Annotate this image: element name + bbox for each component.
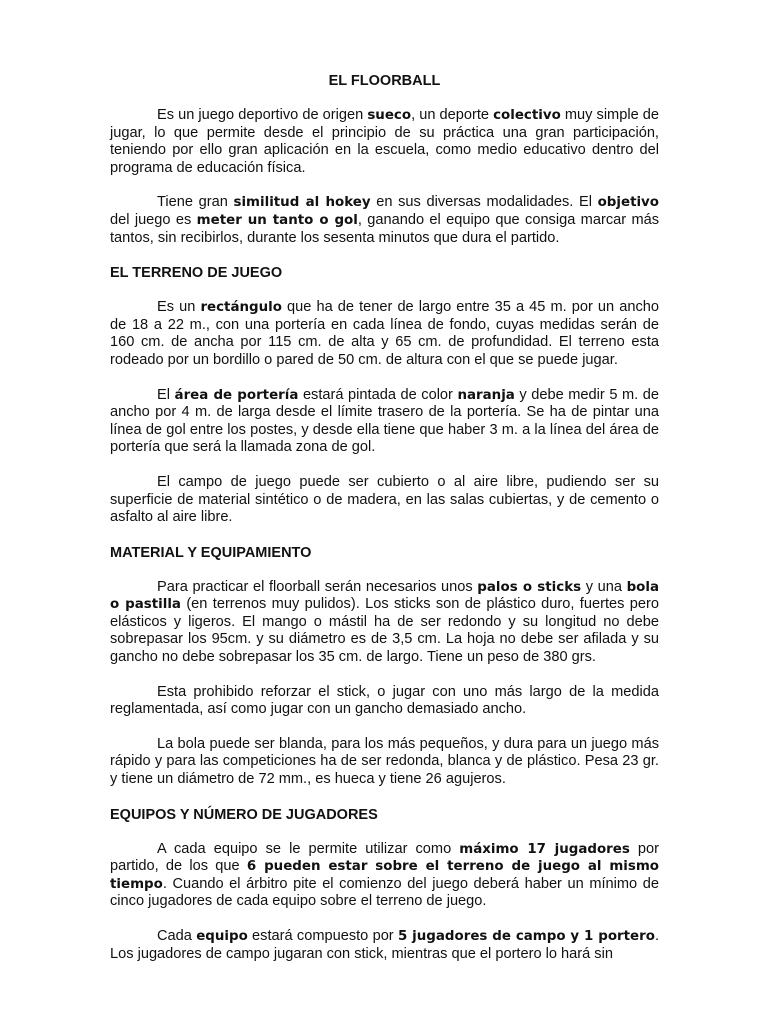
paragraph: Esta prohibido reforzar el stick, o jugar con uno más largo de la medida reglamentada, así como jugar con un gancho demasiado ancho. [110,683,659,718]
bold-text: área de portería [174,387,299,403]
bold-text: máximo 17 jugadores [459,841,630,857]
paragraph: Es un juego deportivo de origen sueco, un deporte colectivo muy simple de jugar, lo que permite desde el principio de su práctica una gran participación, teniendo por ello gran aplicación en la escuela, como medio educativo dentro del programa de educación física. [110,107,660,176]
document-section [110,544,659,789]
bold-text: naranja [457,387,515,403]
document-section [110,806,659,964]
document-section [110,107,659,247]
bold-text: objetivo [597,195,659,211]
document-section [110,264,659,527]
bold-text: colectivo [493,108,561,123]
bold-text: similitud al hokey [233,195,371,211]
paragraph: El área de portería estará pintada de color naranja y debe medir 5 m. de ancho por 4 m. de larga desde el límite trasero de la portería. Se ha de pintar una línea de gol entre los postes, y desde ella tiene que haber 3 m. a la línea del área de portería que será la llamada zona de gol. [110,386,659,456]
paragraph: El campo de juego puede ser cubierto o al aire libre, pudiendo ser su superficie de material sintético o de madera, en las salas cubiertas, y de cemento o asfalto al aire libre. [110,473,659,526]
paragraph: La bola puede ser blanda, para los más pequeños, y dura para un juego más rápido y para las competiciones ha de ser redonda, blanca y de plástico. Pesa 23 gr. y tiene un diámetro de 72 mm., es hueca y tiene 26 agujeros. [110,735,659,788]
paragraph: Cada equipo estará compuesto por 5 jugadores de campo y 1 portero. Los jugadores de campo jugaran con stick, mientras que el portero lo hará sin [110,928,660,962]
bold-text: sueco [367,108,412,123]
section-heading: MATERIAL Y EQUIPAMIENTO [110,544,312,561]
paragraph: Es un rectángulo que ha de tener de largo entre 35 a 45 m. por un ancho de 18 a 22 m., con una portería en cada línea de fondo, cuyas medidas serán de 160 cm. de ancha por 115 cm. de alta y 65 cm. de profundidad. El terreno esta rodeado por un bordillo o pared de 50 cm. de altura con el que se puede jugar. [110,299,660,368]
bold-text: palos o sticks [477,579,582,595]
bold-text: rectángulo [200,300,282,316]
paragraph: Tiene gran similitud al hokey en sus diversas modalidades. El objetivo del juego es meter un tanto o gol, ganando el equipo que consiga marcar más tantos, sin recibirlos, durante los sesenta minutos que dura el partido. [110,194,660,246]
bold-text: meter un tanto o gol [196,212,358,228]
section-heading: EQUIPOS Y NÚMERO DE JUGADORES [110,806,378,823]
section-heading: EL TERRENO DE JUEGO [110,265,283,282]
bold-text: bola o pastilla [110,579,659,613]
bold-text: equipo [196,929,248,944]
bold-text: 6 pueden estar sobre el terreno de juego al mismo tiempo [110,859,659,892]
document-title: EL FLOORBALL [328,73,441,89]
paragraph: A cada equipo se le permite utilizar como máximo 17 jugadores por partido, de los que 6 pueden estar sobre el terreno de juego al mismo tiempo. Cuando el árbitro pite el comienzo del juego deberá haber un mínimo de cinco jugadores de cada equipo sobre el terreno de juego. [110,840,659,910]
bold-text: 5 jugadores de campo y 1 portero [397,929,655,944]
document-page [110,72,659,980]
document-body [110,107,659,963]
paragraph: Para practicar el floorball serán necesarios unos palos o sticks y una bola o pastilla (en terrenos muy pulidos). Los sticks son de plástico duro, fuertes pero elásticos y ligeros. El mango o mástil ha de ser redondo y su longitud no debe sobrepasar los 95cm. y su diámetro es de 3,5 cm. La hoja no debe ser afilada y su gancho no debe sobrepasar los 35 cm. de largo. Tiene un peso de 380 grs. [110,578,659,666]
